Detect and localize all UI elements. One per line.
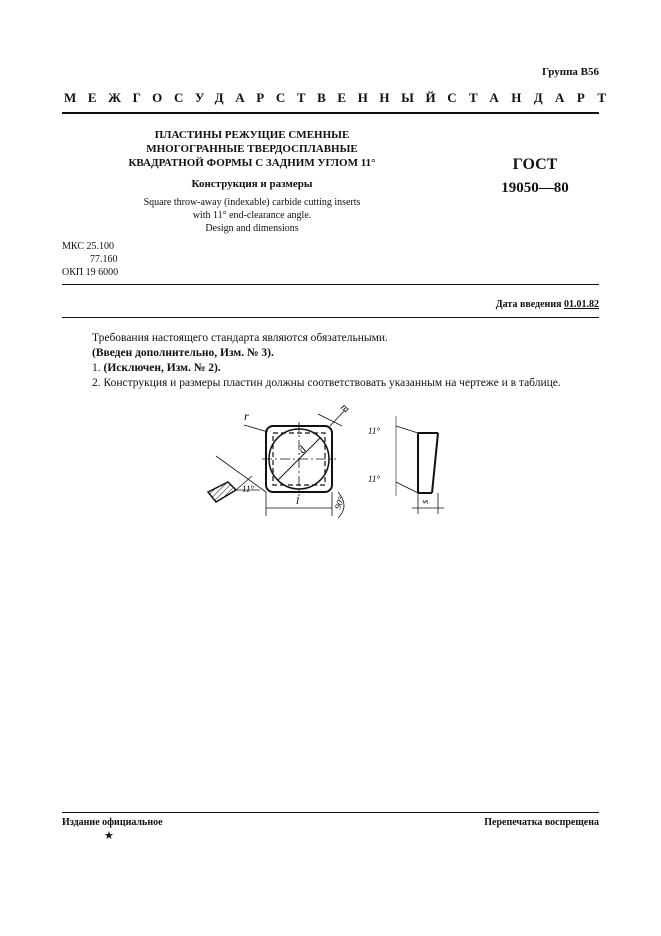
subtitle-ru: Конструкция и размеры: [191, 178, 313, 190]
paragraph-mandatory: Требования настоящего стандарта являются обязательными.: [92, 332, 388, 344]
group-code: Группа В56: [541, 66, 599, 78]
title-block: [62, 128, 442, 235]
angle-90: 90°: [332, 495, 347, 511]
header-word-interstate: МЕЖГОСУДАРСТВЕННЫЙ: [64, 90, 448, 105]
intro-date-value: 01.01.82: [564, 299, 599, 310]
label-r: r: [244, 409, 249, 423]
gost-label: ГОСТ: [512, 156, 558, 173]
title-en-line-2: with 11° end-clearance angle.: [192, 210, 312, 221]
angle-11-section: 11°: [242, 484, 254, 494]
label-d: d: [296, 444, 309, 456]
title-en-line-1: Square throw-away (indexable) carbide cutting inserts: [143, 197, 361, 208]
side-view-angle-top: [396, 426, 418, 433]
title-line-1: ПЛАСТИНЫ РЕЖУЩИЕ СМЕННЫЕ: [154, 129, 350, 141]
paragraph-item-1: [92, 361, 602, 376]
okp-code: ОКП 19 6000: [62, 267, 119, 278]
m-dimension-line: [318, 414, 342, 426]
item-1-text: (Исключен, Изм. № 2).: [103, 362, 221, 374]
title-en-line-3: Design and dimensions: [205, 223, 299, 234]
star-icon: ★: [104, 830, 114, 842]
item-1-number: 1.: [92, 362, 101, 374]
title-line-2: МНОГОГРАННЫЕ ТВЕРДОСПЛАВНЫЕ: [146, 143, 358, 155]
side-view-angle-bottom: [396, 482, 418, 493]
label-s: s: [419, 499, 431, 504]
reprint-prohibited: Перепечатка воспрещена: [484, 817, 599, 828]
label-m: m: [338, 401, 352, 416]
official-edition: Издание официальное: [62, 817, 163, 828]
mks-code-2: 77.160: [90, 254, 118, 265]
intro-date-label: Дата введения: [495, 299, 562, 310]
footer-rule: [62, 812, 599, 813]
codes-rule: [62, 284, 599, 285]
interstate-standard-header: [64, 90, 619, 106]
paragraph-amendment-3: (Введен дополнительно, Изм. № 3).: [92, 347, 274, 359]
insert-drawing: [200, 396, 470, 521]
gost-number: 19050—80: [501, 180, 569, 196]
header-rule: [62, 112, 599, 114]
introduction-date: [496, 299, 599, 310]
r-leader: [244, 425, 268, 432]
header-word-standard: СТАНДАРТ: [447, 90, 619, 105]
mks-code-1: МКС 25.100: [62, 241, 114, 252]
title-line-3: КВАДРАТНОЙ ФОРМЫ С ЗАДНИМ УГЛОМ 11°: [128, 157, 376, 169]
edge-section: [208, 482, 236, 502]
angle-11-side-bottom: 11°: [368, 474, 380, 484]
body-text: [92, 331, 602, 391]
angle-11-side-top: 11°: [368, 426, 380, 436]
paragraph-item-2: 2. Конструкция и размеры пластин должны соответствовать указанным на чертеже и в таблице.: [92, 377, 561, 389]
side-view-flank: [432, 433, 438, 493]
date-rule: [62, 317, 599, 318]
classification-codes: [62, 240, 118, 279]
label-l: l: [296, 495, 300, 507]
gost-designation: [470, 156, 600, 197]
